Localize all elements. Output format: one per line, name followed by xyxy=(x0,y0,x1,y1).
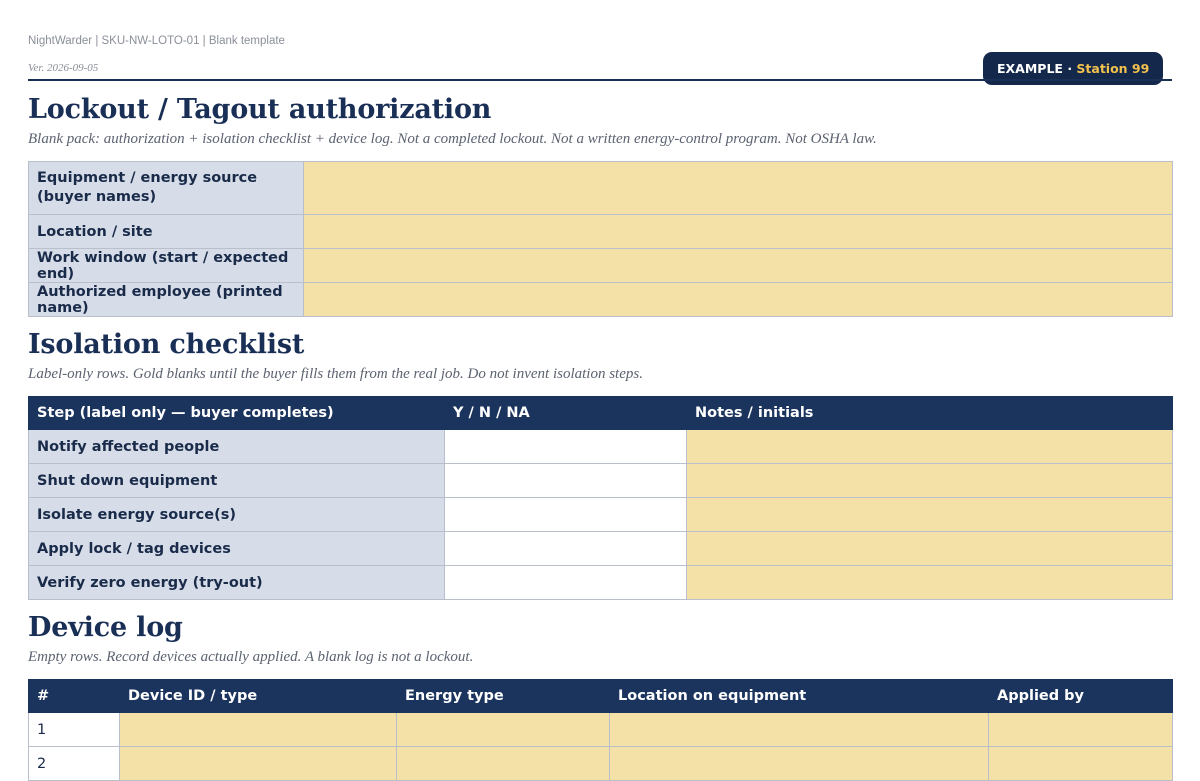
device-log-header-number: # xyxy=(29,680,120,713)
checklist-header-step: Step (label only — buyer completes) xyxy=(29,397,445,430)
authorization-field-work-window[interactable] xyxy=(304,249,1173,283)
device-log-row-number: 1 xyxy=(29,713,120,747)
device-log-subtitle: Empty rows. Record devices actually applied. A blank log is not a lockout. xyxy=(28,649,474,665)
checklist-ynna-field[interactable] xyxy=(445,532,687,566)
checklist-ynna-field[interactable] xyxy=(445,566,687,600)
checklist-step-label: Notify affected people xyxy=(29,430,445,464)
checklist-step-label: Apply lock / tag devices xyxy=(29,532,445,566)
authorization-field-location[interactable] xyxy=(304,215,1173,249)
device-log-device-id-field[interactable] xyxy=(120,747,397,781)
device-log-title: Device log xyxy=(28,612,183,643)
device-log-header-energy-type: Energy type xyxy=(397,680,610,713)
checklist-step-label: Isolate energy source(s) xyxy=(29,498,445,532)
checklist-header-notes: Notes / initials xyxy=(687,397,1173,430)
device-log-energy-type-field[interactable] xyxy=(397,713,610,747)
checklist-step-label: Verify zero energy (try-out) xyxy=(29,566,445,600)
authorization-table xyxy=(28,161,1173,317)
device-log-applied-by-field[interactable] xyxy=(989,747,1173,781)
table-row xyxy=(29,249,1173,283)
table-row xyxy=(29,566,1173,600)
checklist-title: Isolation checklist xyxy=(28,329,305,360)
authorization-subtitle: Blank pack: authorization + isolation checklist + device log. Not a completed lockout. Not a written energy-control program. Not OSHA law. xyxy=(28,131,877,147)
authorization-label-employee: Authorized employee (printed name) xyxy=(29,283,304,317)
device-log-device-id-field[interactable] xyxy=(120,713,397,747)
table-header-row xyxy=(29,397,1173,430)
table-row xyxy=(29,283,1173,317)
device-log-table xyxy=(28,679,1173,781)
document-meta: NightWarder | SKU-NW-LOTO-01 | Blank template xyxy=(28,35,285,47)
table-row xyxy=(29,430,1173,464)
checklist-header-ynna: Y / N / NA xyxy=(445,397,687,430)
checklist-notes-field[interactable] xyxy=(687,498,1173,532)
table-row xyxy=(29,713,1173,747)
checklist-ynna-field[interactable] xyxy=(445,430,687,464)
device-log-header-device-id: Device ID / type xyxy=(120,680,397,713)
checklist-notes-field[interactable] xyxy=(687,464,1173,498)
checklist-ynna-field[interactable] xyxy=(445,464,687,498)
table-row xyxy=(29,747,1173,781)
device-log-header-location: Location on equipment xyxy=(610,680,989,713)
checklist-subtitle: Label-only rows. Gold blanks until the buyer fills them from the real job. Do not invent isolation steps. xyxy=(28,366,643,382)
checklist-notes-field[interactable] xyxy=(687,532,1173,566)
document-version: Ver. 2026-09-05 xyxy=(28,62,99,74)
checklist-step-label: Shut down equipment xyxy=(29,464,445,498)
device-log-row-number: 2 xyxy=(29,747,120,781)
device-log-applied-by-field[interactable] xyxy=(989,713,1173,747)
device-log-location-field[interactable] xyxy=(610,713,989,747)
device-log-header-applied-by: Applied by xyxy=(989,680,1173,713)
header-divider xyxy=(28,79,1172,81)
table-row xyxy=(29,532,1173,566)
authorization-label-equipment: Equipment / energy source (buyer names) xyxy=(29,162,304,215)
authorization-label-location: Location / site xyxy=(29,215,304,249)
table-header-row xyxy=(29,680,1173,713)
authorization-label-work-window: Work window (start / expected end) xyxy=(29,249,304,283)
table-row xyxy=(29,498,1173,532)
checklist-table xyxy=(28,396,1173,600)
checklist-notes-field[interactable] xyxy=(687,430,1173,464)
badge-station-label: Station 99 xyxy=(1076,61,1150,76)
authorization-field-employee[interactable] xyxy=(304,283,1173,317)
badge-example-label: EXAMPLE xyxy=(997,61,1063,76)
table-row xyxy=(29,215,1173,249)
table-row xyxy=(29,162,1173,215)
authorization-title: Lockout / Tagout authorization xyxy=(28,94,492,125)
device-log-energy-type-field[interactable] xyxy=(397,747,610,781)
badge-separator: · xyxy=(1062,61,1077,76)
device-log-location-field[interactable] xyxy=(610,747,989,781)
authorization-field-equipment[interactable] xyxy=(304,162,1173,215)
checklist-ynna-field[interactable] xyxy=(445,498,687,532)
table-row xyxy=(29,464,1173,498)
checklist-notes-field[interactable] xyxy=(687,566,1173,600)
